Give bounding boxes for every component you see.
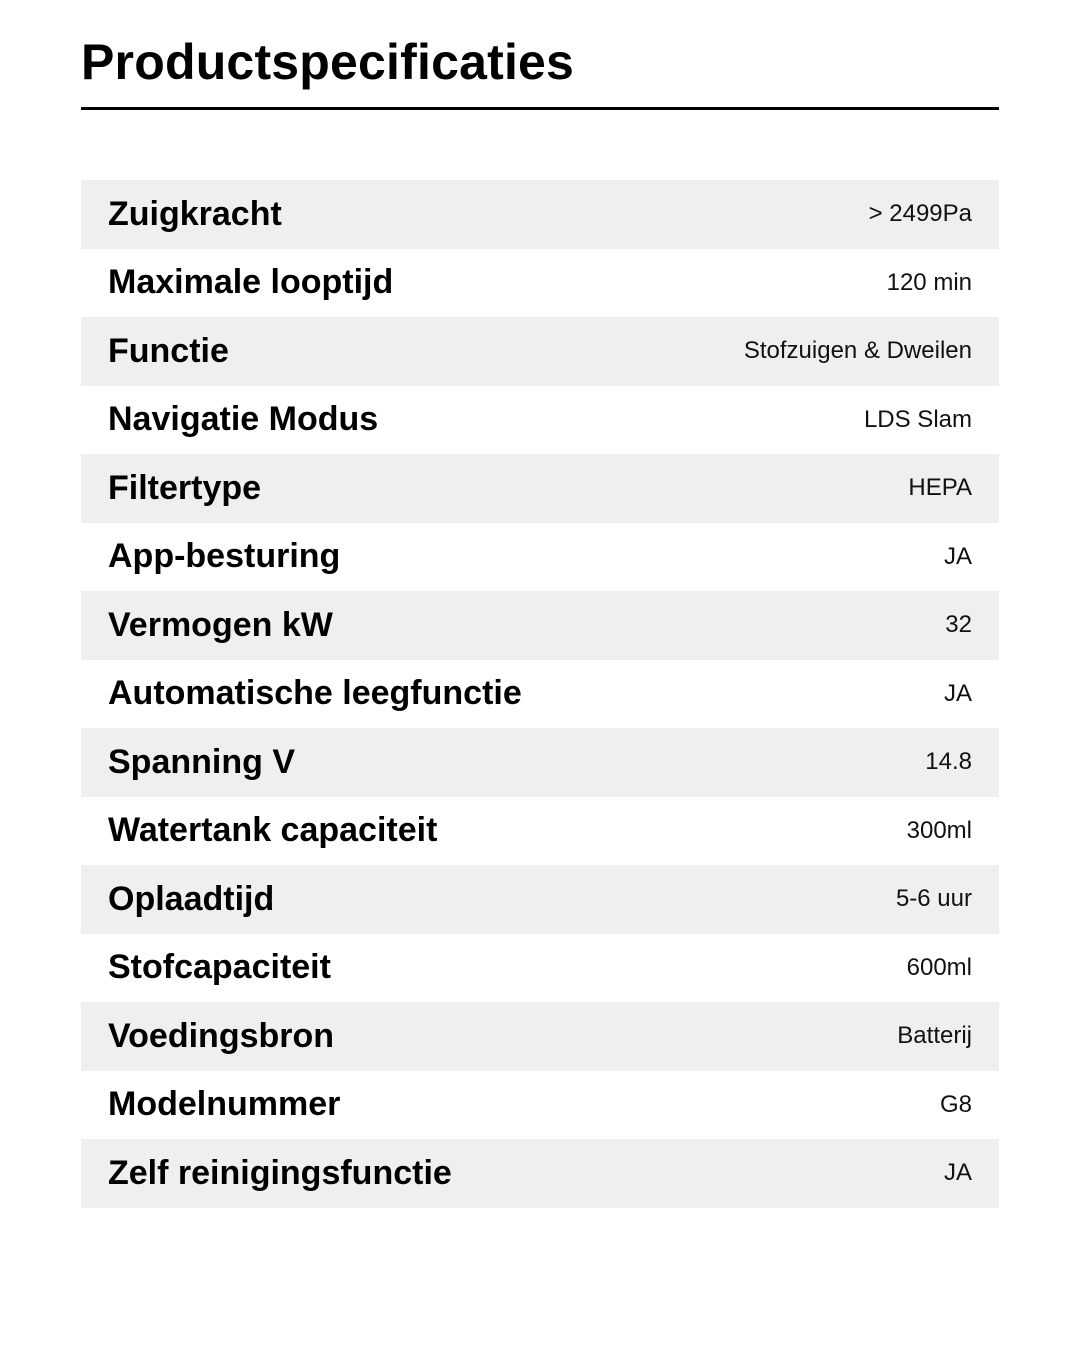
spec-value: 32 <box>945 611 972 639</box>
spec-label: Functie <box>108 331 229 370</box>
spec-row-oplaadtijd <box>81 865 999 934</box>
spec-label: Filtertype <box>108 468 262 507</box>
spec-label: Stofcapaciteit <box>108 948 331 987</box>
spec-row-vermogen <box>81 591 999 660</box>
spec-label: Maximale looptijd <box>108 263 394 302</box>
spec-value: LDS Slam <box>863 405 972 433</box>
spec-value: JA <box>943 542 972 570</box>
spec-value: > 2499Pa <box>868 200 972 228</box>
spec-label: Spanning V <box>108 742 295 781</box>
spec-row-navigatie-modus <box>81 386 999 455</box>
spec-value: JA <box>943 679 972 707</box>
spec-label: Navigatie Modus <box>108 400 379 439</box>
spec-row-automatische-leegfunctie <box>81 660 999 729</box>
page-title: Productspecificaties <box>81 34 575 90</box>
spec-label: Watertank capaciteit <box>108 811 438 850</box>
spec-value: Batterij <box>897 1022 972 1050</box>
spec-table <box>81 180 999 1208</box>
spec-row-app-besturing <box>81 523 999 592</box>
spec-label: App-besturing <box>108 537 341 576</box>
spec-label: Automatische leegfunctie <box>108 674 522 713</box>
spec-row-maximale-looptijd <box>81 249 999 318</box>
spec-row-spanning <box>81 728 999 797</box>
spec-row-zelf-reinigingsfunctie <box>81 1139 999 1208</box>
spec-row-filtertype <box>81 454 999 523</box>
spec-label: Zuigkracht <box>108 194 282 233</box>
spec-value: G8 <box>939 1090 972 1118</box>
spec-value: 5-6 uur <box>895 885 972 913</box>
spec-label: Vermogen kW <box>108 605 333 644</box>
spec-sheet <box>81 0 999 1208</box>
spec-row-watertank-capaciteit <box>81 797 999 866</box>
spec-value: 120 min <box>886 268 972 296</box>
spec-row-voedingsbron <box>81 1002 999 1071</box>
spec-label: Modelnummer <box>108 1085 341 1124</box>
spec-label: Oplaadtijd <box>108 879 275 918</box>
title-divider <box>81 107 999 110</box>
spec-label: Zelf reinigingsfunctie <box>108 1153 452 1192</box>
spec-value: 300ml <box>906 816 972 844</box>
spec-row-zuigkracht <box>81 180 999 249</box>
spec-value: JA <box>943 1159 972 1187</box>
spec-row-stofcapaciteit <box>81 934 999 1003</box>
spec-value: HEPA <box>908 474 972 502</box>
spec-value: 600ml <box>906 953 972 981</box>
spec-label: Voedingsbron <box>108 1016 335 1055</box>
spec-row-functie <box>81 317 999 386</box>
spec-value: Stofzuigen & Dweilen <box>743 337 972 365</box>
spec-row-modelnummer <box>81 1071 999 1140</box>
spec-value: 14.8 <box>925 748 972 776</box>
